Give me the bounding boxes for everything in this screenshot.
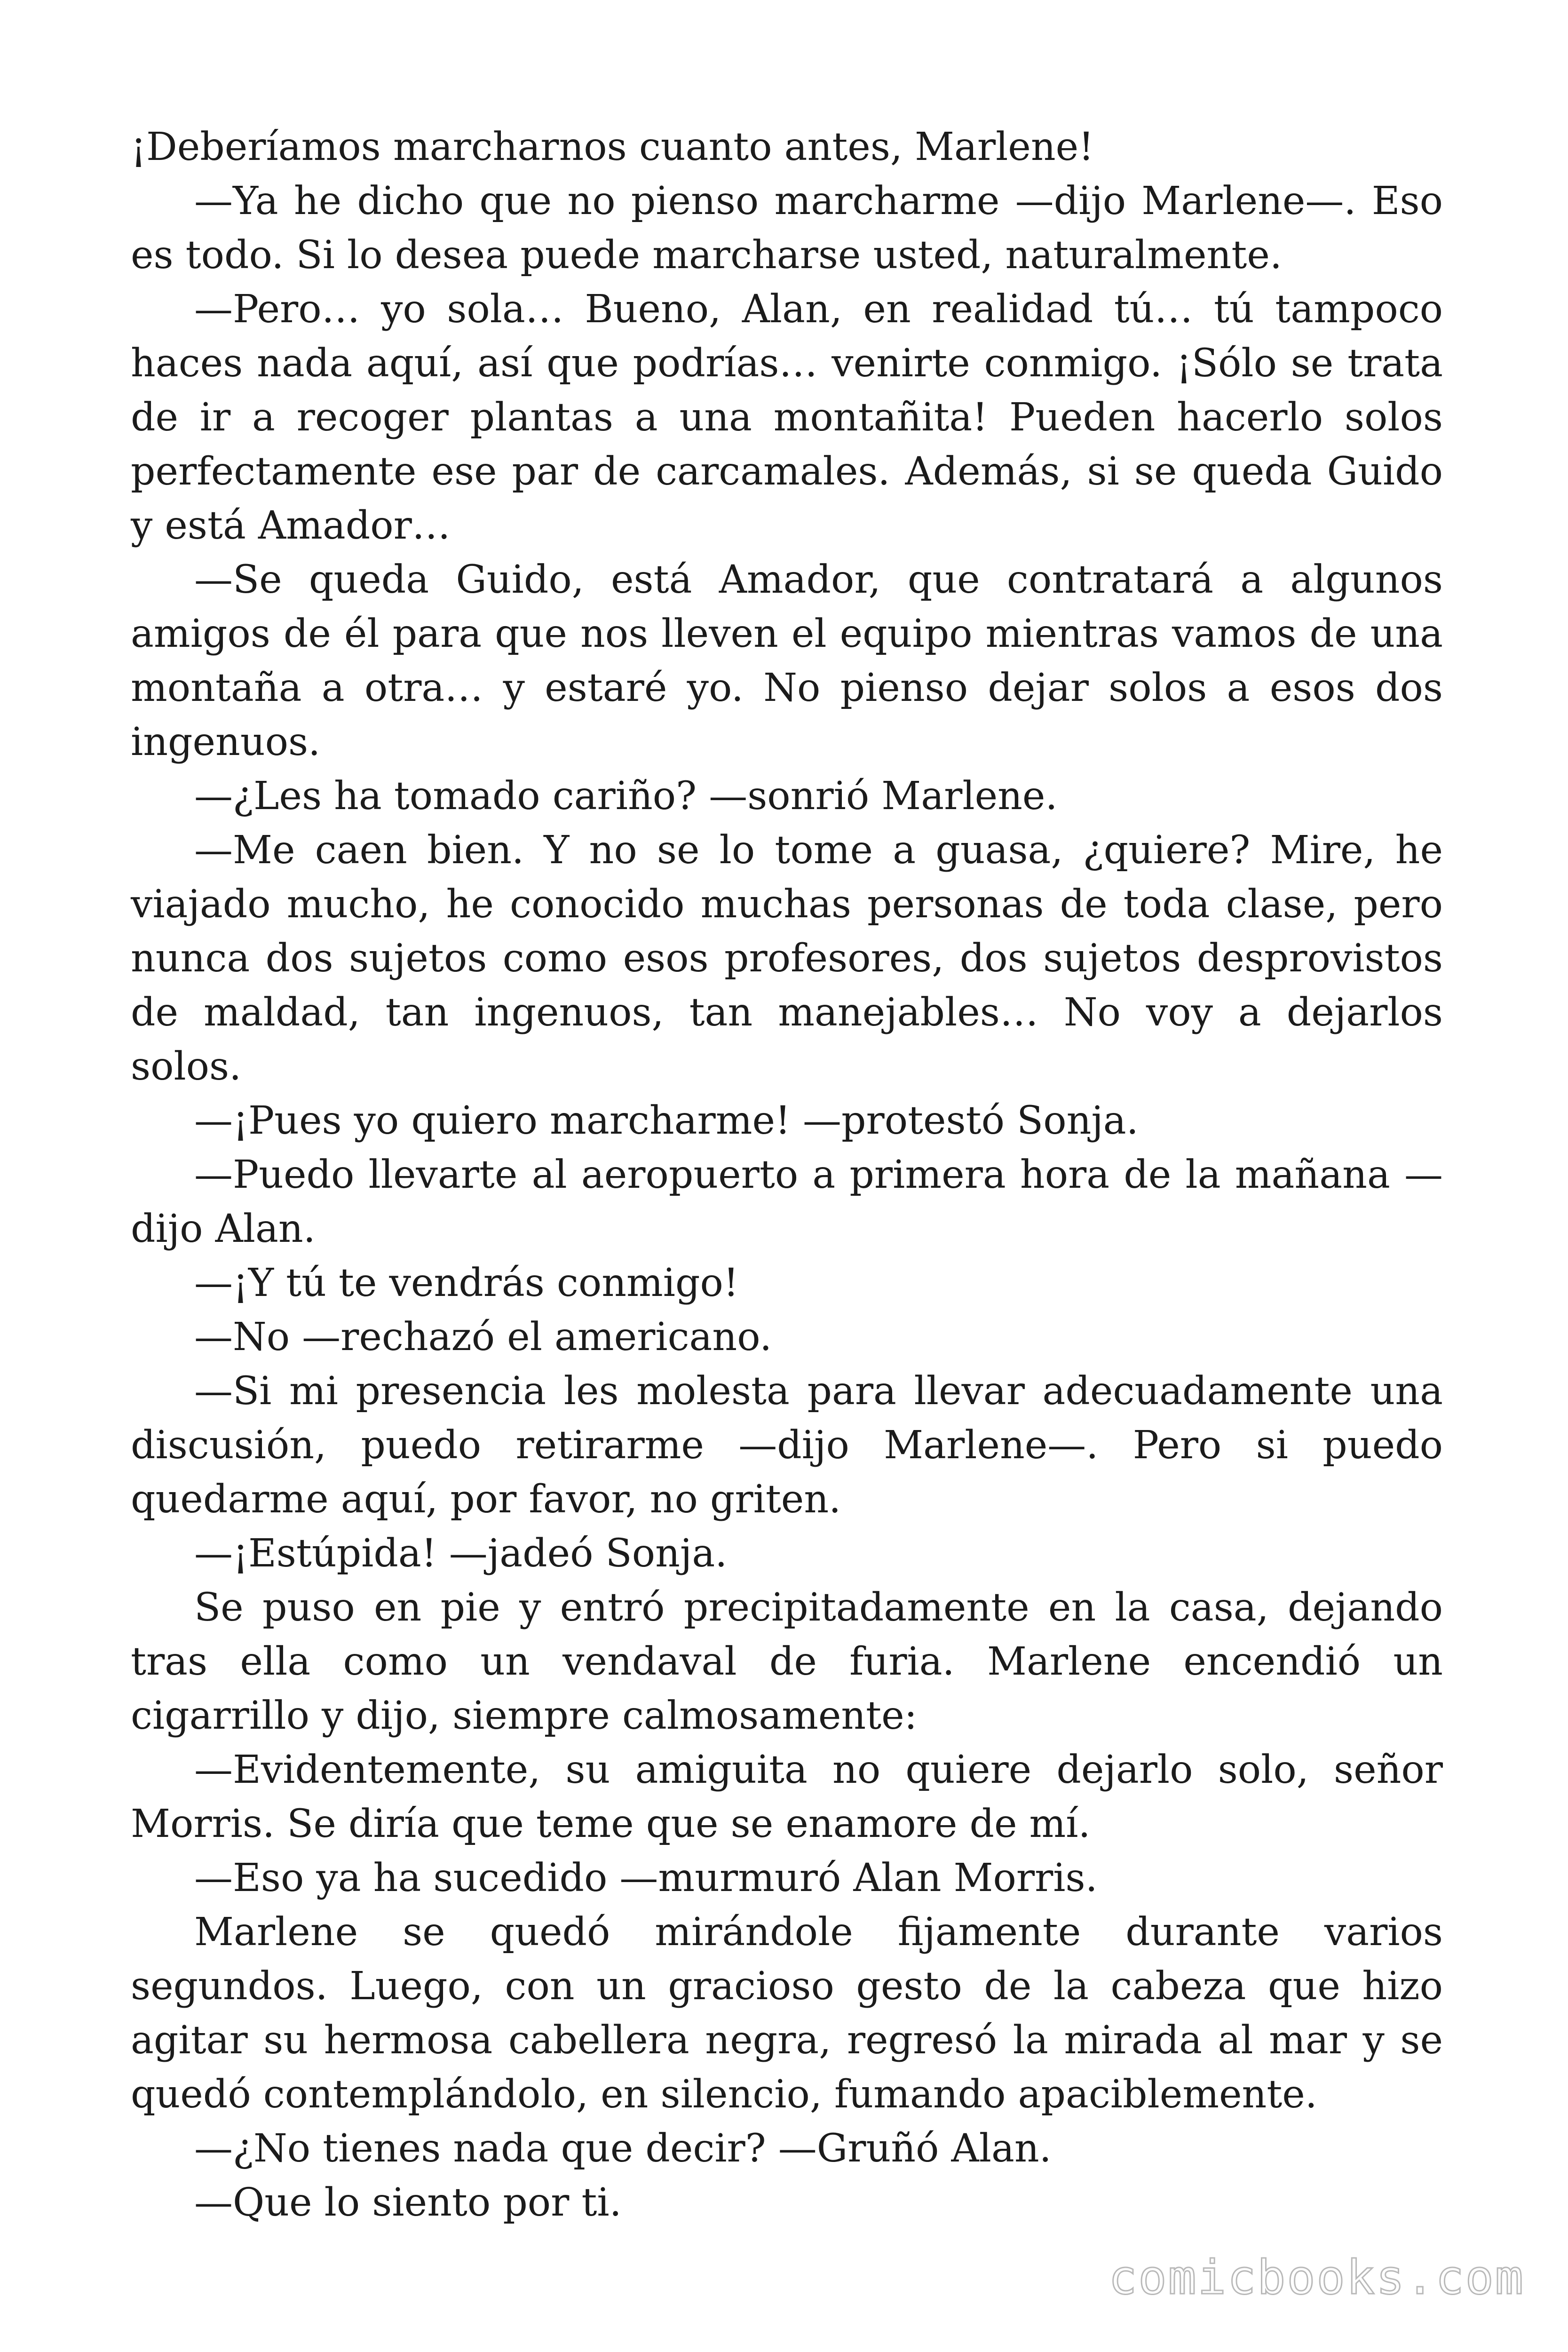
paragraph: —¡Pues yo quiero marcharme! —protestó Sonja. (194, 1098, 1139, 1143)
page-text (131, 120, 1443, 2230)
paragraph: —¿No tienes nada que decir? —Gruñó Alan. (194, 2126, 1052, 2171)
paragraph: ¡Deberíamos marcharnos cuanto antes, Marlene! (131, 125, 1094, 169)
paragraph: —¡Estúpida! —jadeó Sonja. (194, 1531, 728, 1576)
paragraph: —Eso ya ha sucedido —murmuró Alan Morris. (194, 1856, 1098, 1900)
paragraph: —¡Y tú te vendrás conmigo! (194, 1261, 739, 1305)
paragraph: Marlene se quedó mirándole fijamente durante varios segundos. Luego, con un gracioso gesto de la cabeza que hizo agitar su hermosa cabellera negra, regresó la mirada al mar y se quedó contemplándolo, en silencio, fumando apaciblemente. (131, 1910, 1443, 2117)
paragraph: —¿Les ha tomado cariño? —sonrió Marlene. (194, 774, 1058, 818)
paragraph: —Ya he dicho que no pienso marcharme —dijo Marlene—. Eso es todo. Si lo desea puede marcharse usted, naturalmente. (131, 179, 1443, 278)
paragraph: Se puso en pie y entró precipitadamente en la casa, dejando tras ella como un vendaval de furia. Marlene encendió un cigarrillo y dijo, siempre calmosamente: (131, 1585, 1443, 1738)
paragraph: —Puedo llevarte al aeropuerto a primera hora de la mañana —dijo Alan. (131, 1152, 1443, 1251)
paragraph: —Pero… yo sola… Bueno, Alan, en realidad tú… tú tampoco haces nada aquí, así que podrías… venirte conmigo. ¡Sólo se trata de ir a recoger plantas a una montañita! Pueden hacerlo solos perfectamente ese par de carcamales. Además, si se queda Guido y está Amador… (131, 287, 1443, 548)
paragraph: —Me caen bien. Y no se lo tome a guasa, ¿quiere? Mire, he viajado mucho, he conocido muchas personas de toda clase, pero nunca dos sujetos como esos profesores, dos sujetos desprovistos de maldad, tan ingenuos, tan manejables… No voy a dejarlos solos. (131, 828, 1443, 1089)
paragraph: —Que lo siento por ti. (194, 2180, 622, 2225)
paragraph: —Evidentemente, su amiguita no quiere dejarlo solo, señor Morris. Se diría que teme que se enamore de mí. (131, 1748, 1443, 1846)
paragraph: —Se queda Guido, está Amador, que contratará a algunos amigos de él para que nos lleven el equipo mientras vamos de una montaña a otra… y estaré yo. No pienso dejar solos a esos dos ingenuos. (131, 557, 1443, 764)
watermark: comicbooks.com (1109, 2250, 1525, 2305)
paragraph: —Si mi presencia les molesta para llevar adecuadamente una discusión, puedo retirarme —dijo Marlene—. Pero si puedo quedarme aquí, por favor, no griten. (131, 1369, 1443, 1522)
paragraph: —No —rechazó el americano. (194, 1315, 772, 1359)
